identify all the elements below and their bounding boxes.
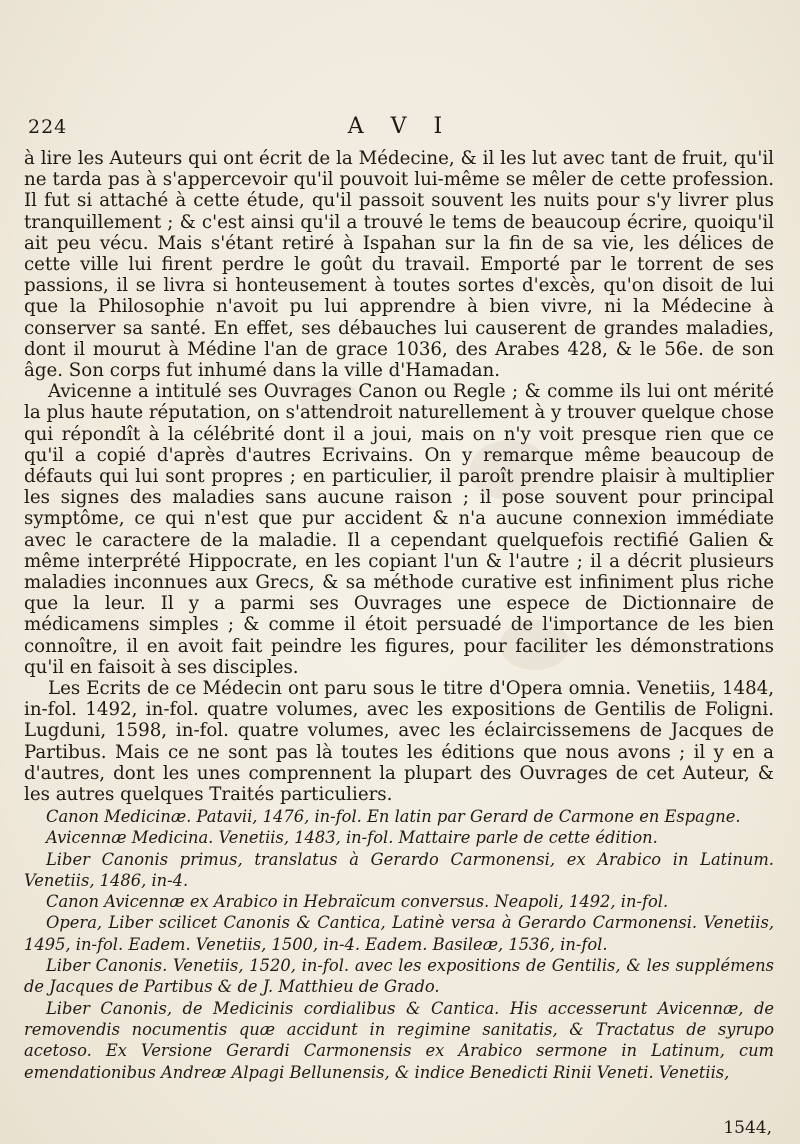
bibliography-entry: Liber Canonis. Venetiis, 1520, in-fol. avec les expositions de Gentilis, & les supplémens de Jacques de Partibus & de J. Matthieu de Grado.	[24, 956, 774, 997]
bibliography-entry: Liber Canonis, de Medicinis cordialibus & Cantica. His accesserunt Avicennæ, de removendis nocumentis quæ accidunt in regimine sanitatis, & Tractatus de syrupo acetoso. Ex Versione Gerardi Carmonensis ex Arabico sermone in Latinum, cum emendationibus Andreæ Alpagi Bellunensis, & indice Benedicti Rinii Veneti. Venetiis,	[24, 998, 774, 1082]
bibliography-entry: Canon Avicennæ ex Arabico in Hebraïcum conversus. Neapoli, 1492, in-fol.	[46, 892, 669, 912]
bibliography-entry: Avicennæ Medicina. Venetiis, 1483, in-fol. Mattaire parle de cette édition.	[46, 828, 658, 848]
bibliography-entry: Canon Medicinæ. Patavii, 1476, in-fol. En latin par Gerard de Carmone en Espagne.	[46, 807, 741, 826]
catchword: 1544,	[723, 1118, 772, 1138]
page-header	[28, 112, 772, 140]
bibliography-entry: Opera, Liber scilicet Canonis & Cantica, Latinè versa à Gerardo Carmonensi. Venetiis, 1495, in-fol. Eadem. Venetiis, 1500, in-4. Eadem. Basileæ, 1536, in-fol.	[24, 913, 774, 954]
bibliography-entry: Liber Canonis primus, translatus à Gerardo Carmonensi, ex Arabico in Latinum. Venetiis, 1486, in-4.	[24, 849, 774, 890]
page-number: 224	[28, 116, 68, 138]
paragraph: Les Ecrits de ce Médecin ont paru sous le titre d'Opera omnia. Venetiis, 1484, in-fol. 1492, in-fol. quatre volumes, avec les expositions de Gentilis de Foligni. Lugduni, 1598, in-fol. quatre volumes, avec les éclaircissemens de Jacques de Partibus. Mais ce ne sont pas là toutes les éditions que nous avons ; il y en a d'autres, dont les unes comprennent la plupart des Ouvrages de cet Auteur, & les autres quelques Traités particuliers.	[24, 678, 774, 806]
paragraph: Avicenne a intitulé ses Ouvrages Canon ou Regle ; & comme ils lui ont mérité la plus haute réputation, on s'attendroit naturellement à y trouver quelque chose qui répondît à la célébrité dont il a joui, mais on n'y voit presque rien que ce qu'il a copié d'après d'autres Ecrivains. On y remarque même beaucoup de défauts qui lui sont propres ; en particulier, il paroît prendre plaisir à multiplier les signes des maladies sans aucune raison ; il pose souvent pour principal symptôme, ce qui n'est que pur accident & n'a aucune connexion immédiate avec le caractere de la maladie. Il a cependant quelquefois rectifié Galien & même interprété Hippocrate, en les copiant l'un & l'autre ; il a décrit plusieurs maladies inconnues aux Grecs, & sa méthode curative est infiniment plus riche que la leur. Il y a parmi ses Ouvrages une espece de Dictionnaire de médicamens simples ; & comme il étoit persuadé de l'importance de les bien connoître, il en avoit fait peindre les figures, pour faciliter les démonstrations qu'il en faisoit à ses disciples.	[24, 381, 774, 678]
paragraph: à lire les Auteurs qui ont écrit de la Médecine, & il les lut avec tant de fruit, qu'il ne tarda pas à s'appercevoir qu'il pouvoit lui-même se mêler de cette profession. Il fut si attaché à cette étude, qu'il passoit souvent les nuits pour s'y livrer plus tranquillement ; & c'est ainsi qu'il a trouvé le tems de beaucoup écrire, quoiqu'il ait peu vécu. Mais s'étant retiré à Ispahan sur la fin de sa vie, les délices de cette ville lui firent perdre le goût du travail. Emporté par le torrent de ses passions, il se livra si honteusement à toutes sortes d'excès, qu'on disoit de lui que la Philosophie n'avoit pu lui apprendre à bien vivre, ni la Médecine à conserver sa santé. En effet, ses débauches lui causerent de grandes maladies, dont il mourut à Médine l'an de grace 1036, des Arabes 428, & le 56e. de son âge. Son corps fut inhumé dans la ville d'Hamadan.	[24, 148, 774, 382]
main-text	[24, 148, 774, 805]
bibliography	[24, 806, 774, 1083]
running-head: A V I	[347, 114, 453, 139]
